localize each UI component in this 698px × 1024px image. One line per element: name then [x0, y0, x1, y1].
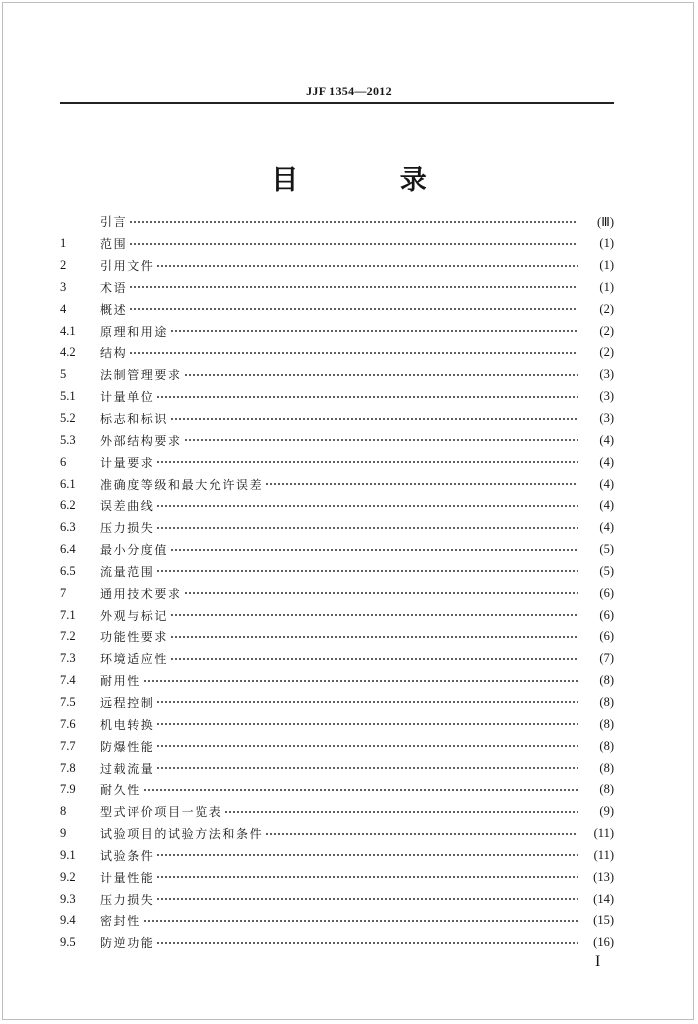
toc-entry[interactable]	[60, 670, 614, 692]
toc-entry-title: 引用文件	[100, 259, 155, 274]
toc-entry-number: 6.4	[60, 542, 76, 557]
toc-entry-title: 概述	[100, 302, 128, 317]
toc-entry-number: 4.2	[60, 345, 76, 360]
toc-leader-dots	[129, 348, 578, 358]
toc-entry-title: 远程控制	[100, 695, 155, 710]
toc-entry[interactable]	[60, 626, 614, 648]
toc-leader-dots	[184, 588, 578, 598]
toc-entry[interactable]	[60, 342, 614, 364]
toc-entry-number: 9.1	[60, 847, 76, 862]
toc-entry-number: 7.5	[60, 694, 76, 709]
toc-entry[interactable]	[60, 888, 614, 910]
toc-entry-number: 9.5	[60, 935, 76, 950]
toc-leader-dots	[170, 654, 578, 664]
toc-entry-page: (1)	[599, 236, 614, 251]
toc-leader-dots	[129, 304, 578, 314]
toc-entry-title: 范围	[100, 237, 128, 252]
toc-entry[interactable]	[60, 779, 614, 801]
toc-entry-title: 计量性能	[100, 870, 155, 885]
page-number: I	[595, 953, 601, 970]
toc-entry-page: (4)	[599, 520, 614, 535]
toc-entry-title: 试验条件	[100, 848, 155, 863]
toc-entry-number: 6.3	[60, 520, 76, 535]
toc-entry-page: (1)	[599, 258, 614, 273]
toc-entry-number: 6.1	[60, 476, 76, 491]
toc-leader-dots	[156, 850, 578, 860]
toc-entry-title: 准确度等级和最大允许误差	[100, 477, 264, 492]
toc-entry-page: (6)	[599, 607, 614, 622]
toc-entry-page: (14)	[593, 891, 614, 906]
toc-entry-title: 试验项目的试验方法和条件	[100, 827, 264, 842]
toc-entry-number: 4	[60, 301, 67, 316]
toc-entry[interactable]	[60, 735, 614, 757]
toc-entry-page: (Ⅲ)	[597, 214, 614, 229]
toc-entry-page: (3)	[599, 389, 614, 404]
toc-entry[interactable]	[60, 866, 614, 888]
toc-entry-number: 7.3	[60, 651, 76, 666]
toc-entry-title: 引言	[100, 215, 128, 230]
toc-entry-title: 过载流量	[100, 761, 155, 776]
toc-leader-dots	[143, 785, 578, 795]
toc-entry-number: 7.4	[60, 673, 76, 688]
toc-entry[interactable]	[60, 233, 614, 255]
toc-leader-dots	[129, 239, 578, 249]
toc-leader-dots	[170, 326, 578, 336]
toc-entry-title: 型式评价项目一览表	[100, 805, 223, 820]
toc-entry-page: (9)	[599, 804, 614, 819]
toc-entry-number: 7.2	[60, 629, 76, 644]
toc-entry-page: (5)	[599, 542, 614, 557]
toc-entry-page: (3)	[599, 367, 614, 382]
toc-leader-dots	[156, 938, 578, 948]
toc-entry[interactable]	[60, 517, 614, 539]
toc-leader-dots	[156, 261, 578, 271]
toc-entry[interactable]	[60, 320, 614, 342]
toc-entry-number: 5	[60, 367, 67, 382]
toc-entry-page: (7)	[599, 651, 614, 666]
toc-entry[interactable]	[60, 429, 614, 451]
toc-entry-title: 原理和用途	[100, 324, 169, 339]
toc-entry-number: 7.1	[60, 607, 76, 622]
toc-entry-number: 7	[60, 585, 67, 600]
toc-entry[interactable]	[60, 932, 614, 954]
toc-entry[interactable]	[60, 692, 614, 714]
toc-entry-number: 7.8	[60, 760, 76, 775]
toc-entry-page: (15)	[593, 913, 614, 928]
toc-entry-number: 7.9	[60, 782, 76, 797]
toc-entry-title: 通用技术要求	[100, 586, 182, 601]
toc-leader-dots	[156, 719, 578, 729]
toc-entry[interactable]	[60, 386, 614, 408]
toc-entry-number: 9	[60, 826, 67, 841]
table-of-contents	[60, 211, 614, 954]
toc-entry-title: 耐久性	[100, 783, 141, 798]
toc-entry-title: 防爆性能	[100, 739, 155, 754]
toc-entry-page: (4)	[599, 476, 614, 491]
page-title: 目 录	[271, 165, 473, 196]
toc-entry-title: 压力损失	[100, 892, 155, 907]
toc-entry-page: (6)	[599, 585, 614, 600]
toc-entry-page: (6)	[599, 629, 614, 644]
toc-entry-title: 机电转换	[100, 717, 155, 732]
toc-entry-title: 误差曲线	[100, 499, 155, 514]
toc-entry-number: 2	[60, 258, 67, 273]
toc-leader-dots	[156, 392, 578, 402]
toc-entry-page: (8)	[599, 716, 614, 731]
toc-entry[interactable]	[60, 408, 614, 430]
toc-entry[interactable]	[60, 473, 614, 495]
toc-leader-dots	[156, 872, 578, 882]
toc-leader-dots	[156, 523, 578, 533]
toc-entry-page: (8)	[599, 738, 614, 753]
toc-entry[interactable]	[60, 211, 614, 233]
toc-entry-number: 1	[60, 236, 67, 251]
toc-entry-title: 外观与标记	[100, 608, 169, 623]
toc-entry-title: 计量要求	[100, 455, 155, 470]
toc-entry[interactable]	[60, 910, 614, 932]
toc-leader-dots	[184, 370, 578, 380]
toc-entry[interactable]	[60, 648, 614, 670]
toc-leader-dots	[156, 763, 578, 773]
toc-entry-number: 6.2	[60, 498, 76, 513]
toc-entry-title: 环境适应性	[100, 652, 169, 667]
toc-entry-number: 5.3	[60, 432, 76, 447]
toc-entry-page: (8)	[599, 694, 614, 709]
toc-leader-dots	[170, 545, 578, 555]
toc-entry-page: (3)	[599, 411, 614, 426]
toc-entry[interactable]	[60, 713, 614, 735]
toc-entry[interactable]	[60, 539, 614, 561]
toc-entry-page: (11)	[593, 826, 614, 841]
document-code-header: JJF 1354—2012	[306, 84, 392, 98]
toc-leader-dots	[143, 916, 578, 926]
toc-leader-dots	[156, 697, 578, 707]
toc-entry-number: 9.4	[60, 913, 76, 928]
toc-entry-page: (8)	[599, 673, 614, 688]
toc-leader-dots	[129, 282, 578, 292]
toc-entry-title: 密封性	[100, 914, 141, 929]
toc-entry-title: 结构	[100, 346, 128, 361]
toc-entry-number: 9.2	[60, 869, 76, 884]
toc-entry[interactable]	[60, 582, 614, 604]
toc-leader-dots	[170, 610, 578, 620]
toc-entry-title: 流量范围	[100, 564, 155, 579]
toc-leader-dots	[129, 217, 578, 227]
toc-entry-number: 5.1	[60, 389, 76, 404]
toc-entry[interactable]	[60, 604, 614, 626]
toc-entry-number: 5.2	[60, 411, 76, 426]
toc-leader-dots	[170, 414, 578, 424]
toc-leader-dots	[224, 807, 578, 817]
toc-leader-dots	[156, 741, 578, 751]
toc-entry-page: (11)	[593, 847, 614, 862]
toc-entry[interactable]	[60, 298, 614, 320]
toc-entry[interactable]	[60, 495, 614, 517]
toc-entry-title: 防逆功能	[100, 936, 155, 951]
toc-entry[interactable]	[60, 255, 614, 277]
toc-leader-dots	[184, 435, 578, 445]
toc-entry-title: 标志和标识	[100, 412, 169, 427]
toc-entry-number: 7.6	[60, 716, 76, 731]
toc-entry-page: (4)	[599, 498, 614, 513]
toc-leader-dots	[156, 566, 578, 576]
toc-leader-dots	[156, 894, 578, 904]
toc-entry-page: (1)	[599, 279, 614, 294]
toc-entry-number: 8	[60, 804, 67, 819]
toc-entry-page: (8)	[599, 782, 614, 797]
toc-entry-title: 压力损失	[100, 521, 155, 536]
toc-entry-title: 法制管理要求	[100, 368, 182, 383]
toc-entry-number: 9.3	[60, 891, 76, 906]
toc-entry[interactable]	[60, 823, 614, 845]
toc-leader-dots	[265, 829, 578, 839]
toc-entry[interactable]	[60, 844, 614, 866]
toc-entry-page: (2)	[599, 301, 614, 316]
toc-leader-dots	[265, 479, 578, 489]
toc-leader-dots	[170, 632, 578, 642]
toc-leader-dots	[156, 457, 578, 467]
toc-entry[interactable]	[60, 757, 614, 779]
toc-entry-page: (2)	[599, 323, 614, 338]
toc-entry-number: 6.5	[60, 563, 76, 578]
toc-entry-number: 4.1	[60, 323, 76, 338]
toc-entry-number: 3	[60, 279, 67, 294]
toc-entry-page: (4)	[599, 454, 614, 469]
toc-leader-dots	[156, 501, 578, 511]
header-rule	[60, 102, 614, 104]
toc-entry[interactable]	[60, 364, 614, 386]
toc-entry[interactable]	[60, 561, 614, 583]
toc-entry-title: 耐用性	[100, 674, 141, 689]
toc-entry[interactable]	[60, 451, 614, 473]
toc-entry-title: 最小分度值	[100, 543, 169, 558]
toc-entry-number: 7.7	[60, 738, 76, 753]
toc-entry[interactable]	[60, 277, 614, 299]
toc-entry-title: 功能性要求	[100, 630, 169, 645]
toc-leader-dots	[143, 676, 578, 686]
toc-entry-page: (5)	[599, 563, 614, 578]
toc-entry-title: 计量单位	[100, 390, 155, 405]
toc-entry-page: (16)	[593, 935, 614, 950]
toc-entry-title: 术语	[100, 280, 128, 295]
toc-entry-title: 外部结构要求	[100, 433, 182, 448]
toc-entry-number: 6	[60, 454, 67, 469]
toc-entry-page: (2)	[599, 345, 614, 360]
toc-entry-page: (8)	[599, 760, 614, 775]
toc-entry[interactable]	[60, 801, 614, 823]
toc-entry-page: (13)	[593, 869, 614, 884]
toc-entry-page: (4)	[599, 432, 614, 447]
